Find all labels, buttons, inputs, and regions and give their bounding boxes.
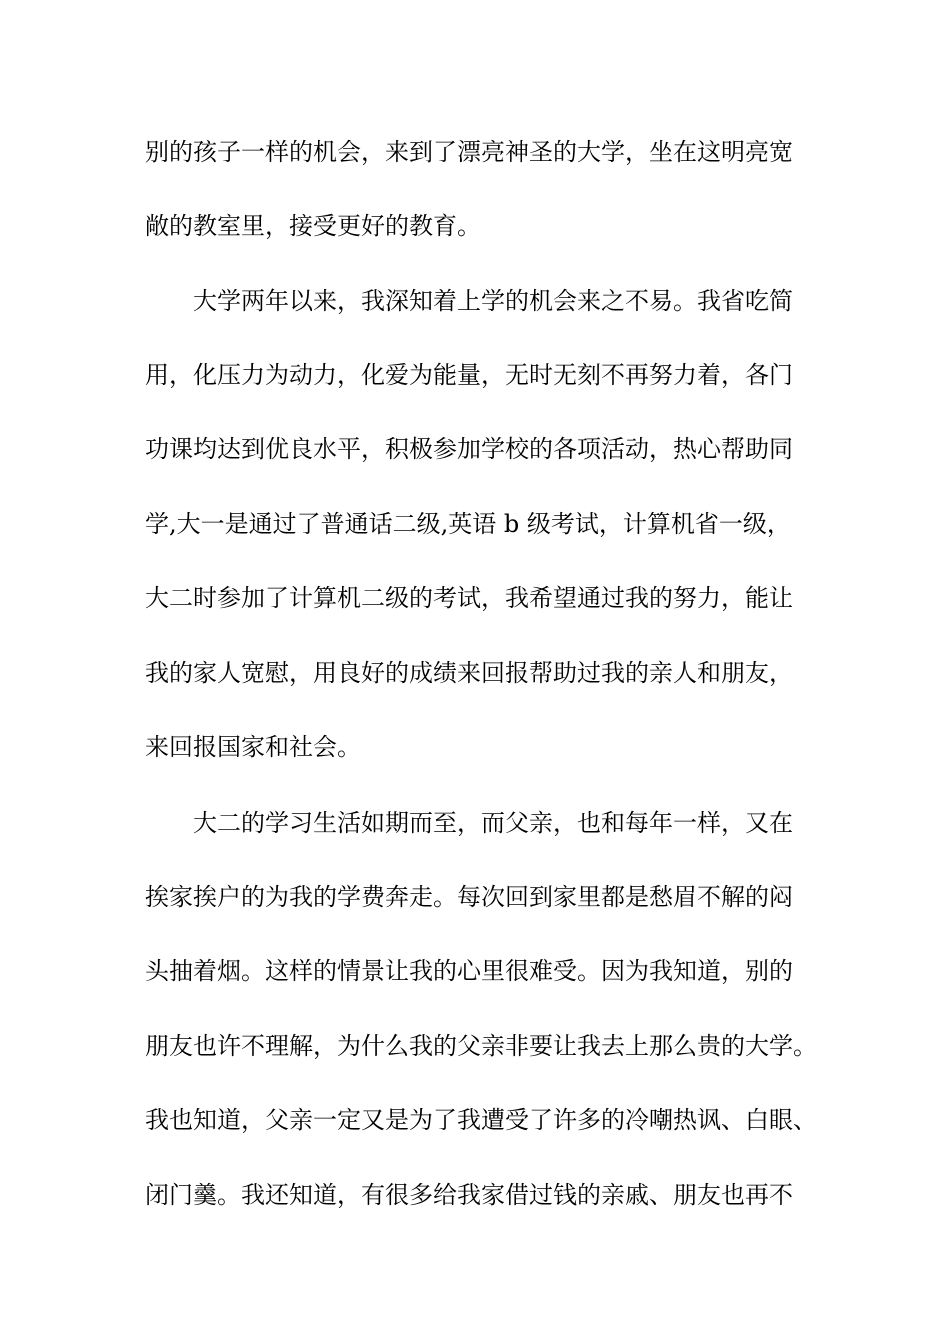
text-line: 敞的教室里，接受更好的教育。	[145, 212, 481, 240]
text-line: 挨家挨户的为我的学费奔走。每次回到家里都是愁眉不解的闷	[145, 883, 793, 911]
text-line: 来回报国家和社会。	[145, 733, 361, 761]
text-line: 用，化压力为动力，化爱为能量，无时无刻不再努力着，各门	[145, 361, 793, 389]
text-line: 闭门羹。我还知道，有很多给我家借过钱的亲戚、朋友也再不	[145, 1181, 793, 1209]
text-line: 头抽着烟。这样的情景让我的心里很难受。因为我知道，别的	[145, 957, 793, 985]
text-line: 朋友也许不理解，为什么我的父亲非要让我去上那么贵的大学。	[145, 1032, 817, 1060]
text-line: 大二时参加了计算机二级的考试，我希望通过我的努力，能让	[145, 584, 793, 612]
paragraph-first-line: 大二的学习生活如期而至，而父亲，也和每年一样，又在	[193, 809, 793, 837]
text-line: 我也知道，父亲一定又是为了我遭受了许多的冷嘲热讽、白眼、	[145, 1106, 817, 1134]
text-line: 功课均达到优良水平，积极参加学校的各项活动，热心帮助同	[145, 435, 793, 463]
text-line: 别的孩子一样的机会，来到了漂亮神圣的大学，坐在这明亮宽	[145, 138, 793, 166]
text-line: 我的家人宽慰，用良好的成绩来回报帮助过我的亲人和朋友，	[145, 659, 793, 687]
paragraph-first-line: 大学两年以来，我深知着上学的机会来之不易。我省吃简	[193, 287, 793, 315]
text-line: 学,大一是通过了普通话二级,英语 b 级考试，计算机省一级，	[145, 510, 791, 538]
